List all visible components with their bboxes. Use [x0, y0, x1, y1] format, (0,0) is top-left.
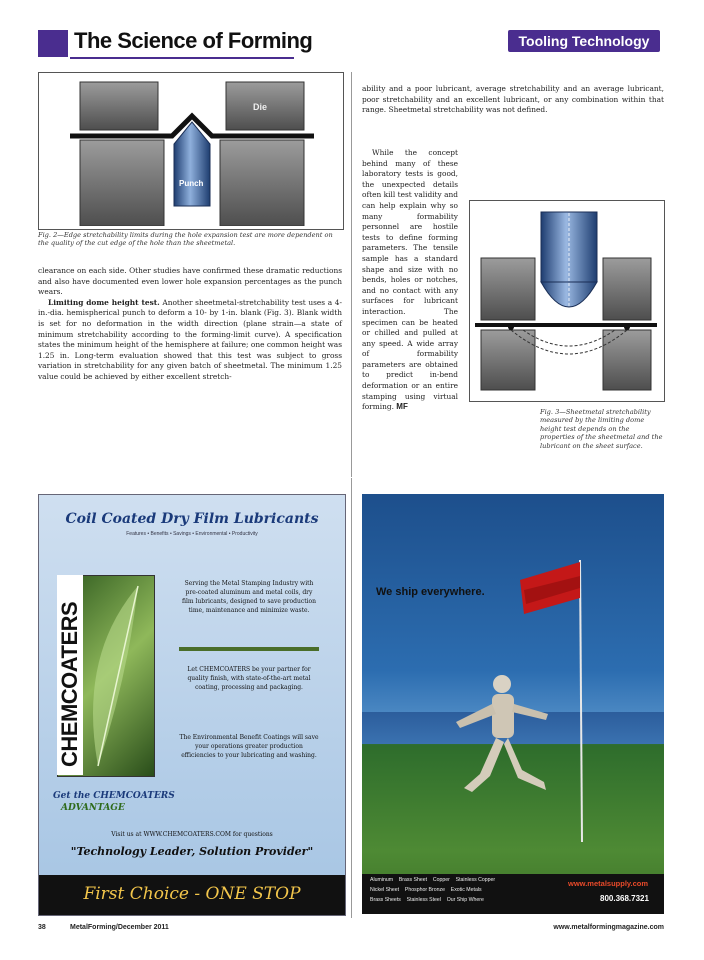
ad-left-body-1: Serving the Metal Stamping Industry with pre-coated aluminum and metal coils, dry film lubricants, designed to save production time, maintenance and minimize waste. [181, 580, 317, 614]
column-2-top-text [362, 84, 664, 116]
punch [174, 122, 210, 206]
col1-paragraph-2-body: Another sheetmetal-stretchability test uses a 4-in.-dia. hemispherical punch to deform a 10- by 1-in. blank (Fig. 3). Blank width is set for no deformation in the width direction (plane strain—a state of minimum stretchability according to the forming-limit curve). A specification states the minimum height of the hemisphere at failure; one common height was 1.25 in. Long-term evaluation showed that this test was subject to gross variation in stretchability for any given batch of sheetmetal. The minimum 1.25 value could be achieved by either excellent stretch- [38, 297, 342, 381]
brand-vertical [57, 575, 83, 775]
ad-left-body-3: The Environmental Benefit Coatings will save your operations greater production efficiencies to your lubricating and washing. [179, 734, 319, 759]
ad-left-body-2: Let CHEMCOATERS be your partner for quality finish, with state-of-the-art metal coating, processing and packaging. [187, 666, 311, 691]
footer-website[interactable]: www.metalformingmagazine.com [553, 924, 664, 931]
end-mark: MF [396, 402, 408, 412]
punch-label: Punch [179, 179, 204, 188]
col2-paragraph-2-body: While the concept behind many of these laboratory tests is good, the unexpected details often kill test validity and can help explain why so many formability personnel are hostile tests to define forming parameters. The tensile sample has a standard shape and size with no bends, holes or notches, and no contact with any surfaces for lubricant interaction. The specimen can be heated or chilled and pulled at any speed. A wide array of formability parameters are obtained to predict in-bend deformation or an entire stamping using virtual forming. [362, 148, 458, 412]
chemcoaters-ad[interactable] [38, 494, 346, 916]
page-divider [351, 478, 352, 918]
ad-left-advantage: ADVANTAGE [61, 803, 125, 813]
ad-left-subhead: Features • Benefits • Savings • Environmental • Productivity [126, 531, 258, 537]
lower-die-left-3 [481, 330, 535, 390]
punch3-body [541, 212, 597, 282]
page-title: The Science of Forming [74, 28, 313, 53]
ad-right-products-2: Nickel Sheet Phosphor Bronze Exotic Metals [370, 887, 482, 893]
metal-figure-icon [452, 670, 562, 810]
ad-left-visit[interactable]: Visit us at WWW.CHEMCOATERS.COM for questions [111, 831, 273, 838]
col1-paragraph-2 [38, 298, 342, 383]
header-rule [70, 57, 294, 59]
upper-die-right-3 [603, 258, 651, 320]
upper-die-left-3 [481, 258, 535, 320]
col1-paragraph-1: clearance on each side. Other studies have confirmed these dramatic reductions and also have documented even lower hole expansion percentages as the punch wears. [38, 266, 342, 297]
ad-right-phone: 800.368.7321 [600, 894, 649, 903]
ad-left-get-line: Get the CHEMCOATERS [53, 791, 175, 801]
ad-left-slogan: "Technology Leader, Solution Provider" [70, 845, 314, 858]
figure-3-diagram [471, 202, 661, 398]
figure-2-diagram [40, 74, 340, 226]
metal-supply-ad[interactable] [362, 494, 664, 914]
lower-die-right [220, 140, 304, 226]
page-number: 38 [38, 924, 46, 931]
subhead-limiting-dome: Limiting dome height test. [48, 297, 160, 307]
ad-right-website[interactable]: www.metalsupply.com [568, 879, 649, 888]
col2-paragraph-1: ability and a poor lubricant, average stretchability and an average lubricant, poor stretchability and an excellent lubricant, or any combination within that range. Sheetmetal stretchability was not defined. [362, 84, 664, 115]
issue-line: MetalForming/December 2011 [70, 924, 169, 931]
ad-left-headline: Coil Coated Dry Film Lubricants [65, 511, 319, 527]
lower-die-left [80, 140, 164, 226]
figure-3-caption: Fig. 3—Sheetmetal stretchability measured by the limiting dome height test depends on the properties of the sheetmetal and the lubricant on the sheet surface. [540, 408, 663, 450]
header-accent-block [38, 30, 68, 57]
column-1-text [38, 266, 342, 383]
ad-left-footer: First Choice - ONE STOP [83, 884, 301, 904]
ad-right-products-3: Brass Sheets Stainless Steel Our Ship Where [370, 897, 484, 903]
ad-right-products-1: Aluminum Brass Sheet Copper Stainless Copper [370, 877, 496, 883]
ad-right-headline: We ship everywhere. [376, 586, 485, 598]
lower-die-right-3 [603, 330, 651, 390]
column-divider [351, 72, 352, 477]
ad-left-rule [179, 647, 319, 651]
figure-2-caption: Fig. 2—Edge stretchability limits during the hole expansion test are more dependent on the quality of the cut edge of the hole than the sheetmetal. [38, 231, 333, 248]
upper-die-left [80, 82, 158, 130]
brand-name: CHEMCOATERS [57, 601, 82, 767]
section-label: Tooling Technology [518, 33, 650, 49]
die-label: Die [253, 102, 268, 112]
